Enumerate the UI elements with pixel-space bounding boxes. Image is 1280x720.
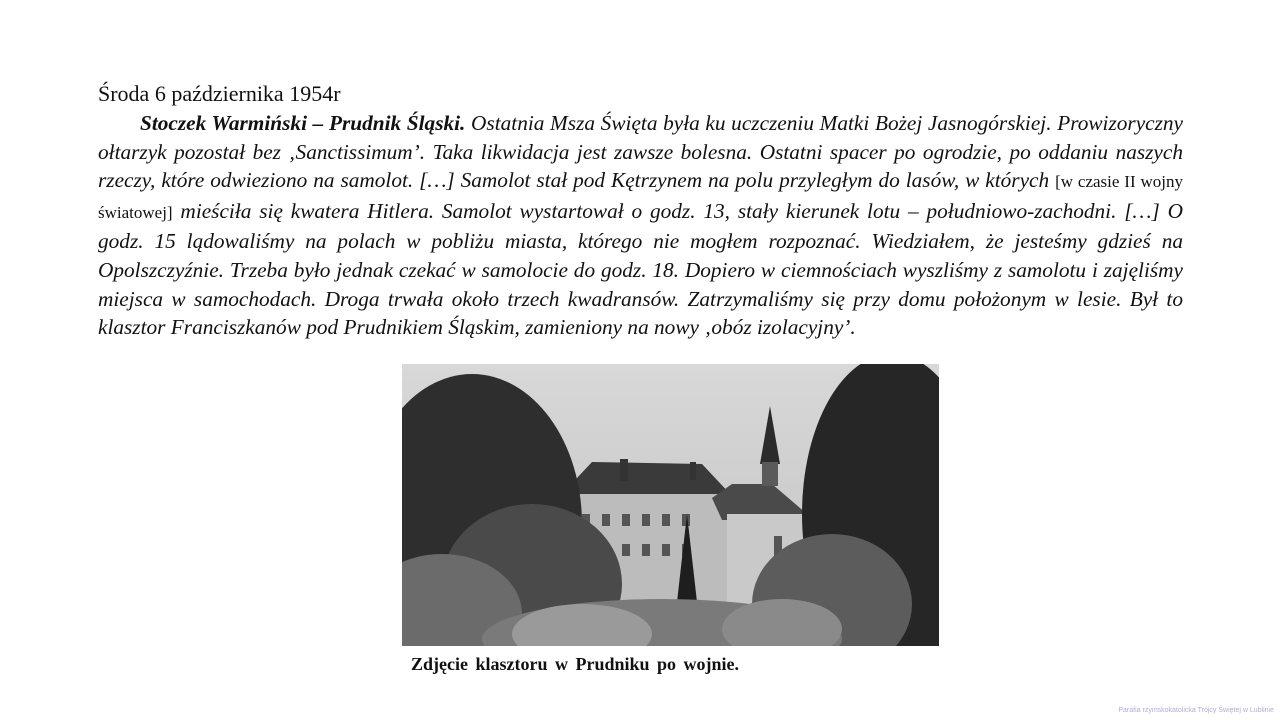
footer-credit: Parafia rzymskokatolicka Trójcy Świętej w Lublinie bbox=[1118, 707, 1274, 714]
body-text-part-2: mieściła się kwatera Hitlera. Samolot wystartował o godz. 13, stały kierunek lotu – południowo-zachodni. […] O godz. 15 lądowaliśmy na polach w pobliżu miasta, którego nie mogłem rozpoznać. Wiedziałem, że jesteśmy gdzieś na Opolszczyźnie. Trzeba było jednak czekać w samolocie do godz. 18. Dopiero w ciemnościach wyszliśmy z samolotu i zajęliśmy miejsca w samochodach. Droga trwała około trzech kwadransów. Zatrzymaliśmy się przy domu położonym w lesie. Był to klasztor Franciszkanów pod Prudnikiem Śląskim, zamieniony na nowy ‚obóz izolacyjny’. bbox=[98, 198, 1183, 340]
body-paragraph bbox=[98, 109, 1183, 342]
photo-caption: Zdjęcie klasztoru w Prudniku po wojnie. bbox=[411, 654, 740, 674]
body-text-part-1: Ostatnia Msza Święta była ku uczczeniu Matki Bożej Jasnogórskiej. Prowizoryczny ołtarzyk pozostał bez ‚Sanctissimum’. Taka likwidacja jest zawsze bolesna. Ostatni spacer po ogrodzie, po oddaniu naszych rzeczy, które odwieziono na samolot. […] Samolot stał pod Kętrzynem na polu przyległym do lasów, w których bbox=[98, 111, 1183, 193]
monastery-photo bbox=[402, 364, 939, 646]
monastery-photo-illustration bbox=[402, 364, 939, 646]
body-note: [w czasie II wojny światowej] bbox=[98, 172, 1183, 222]
date-heading: Środa 6 października 1954r bbox=[98, 81, 341, 106]
body-lead: Stoczek Warmiński – Prudnik Śląski. bbox=[140, 111, 466, 135]
